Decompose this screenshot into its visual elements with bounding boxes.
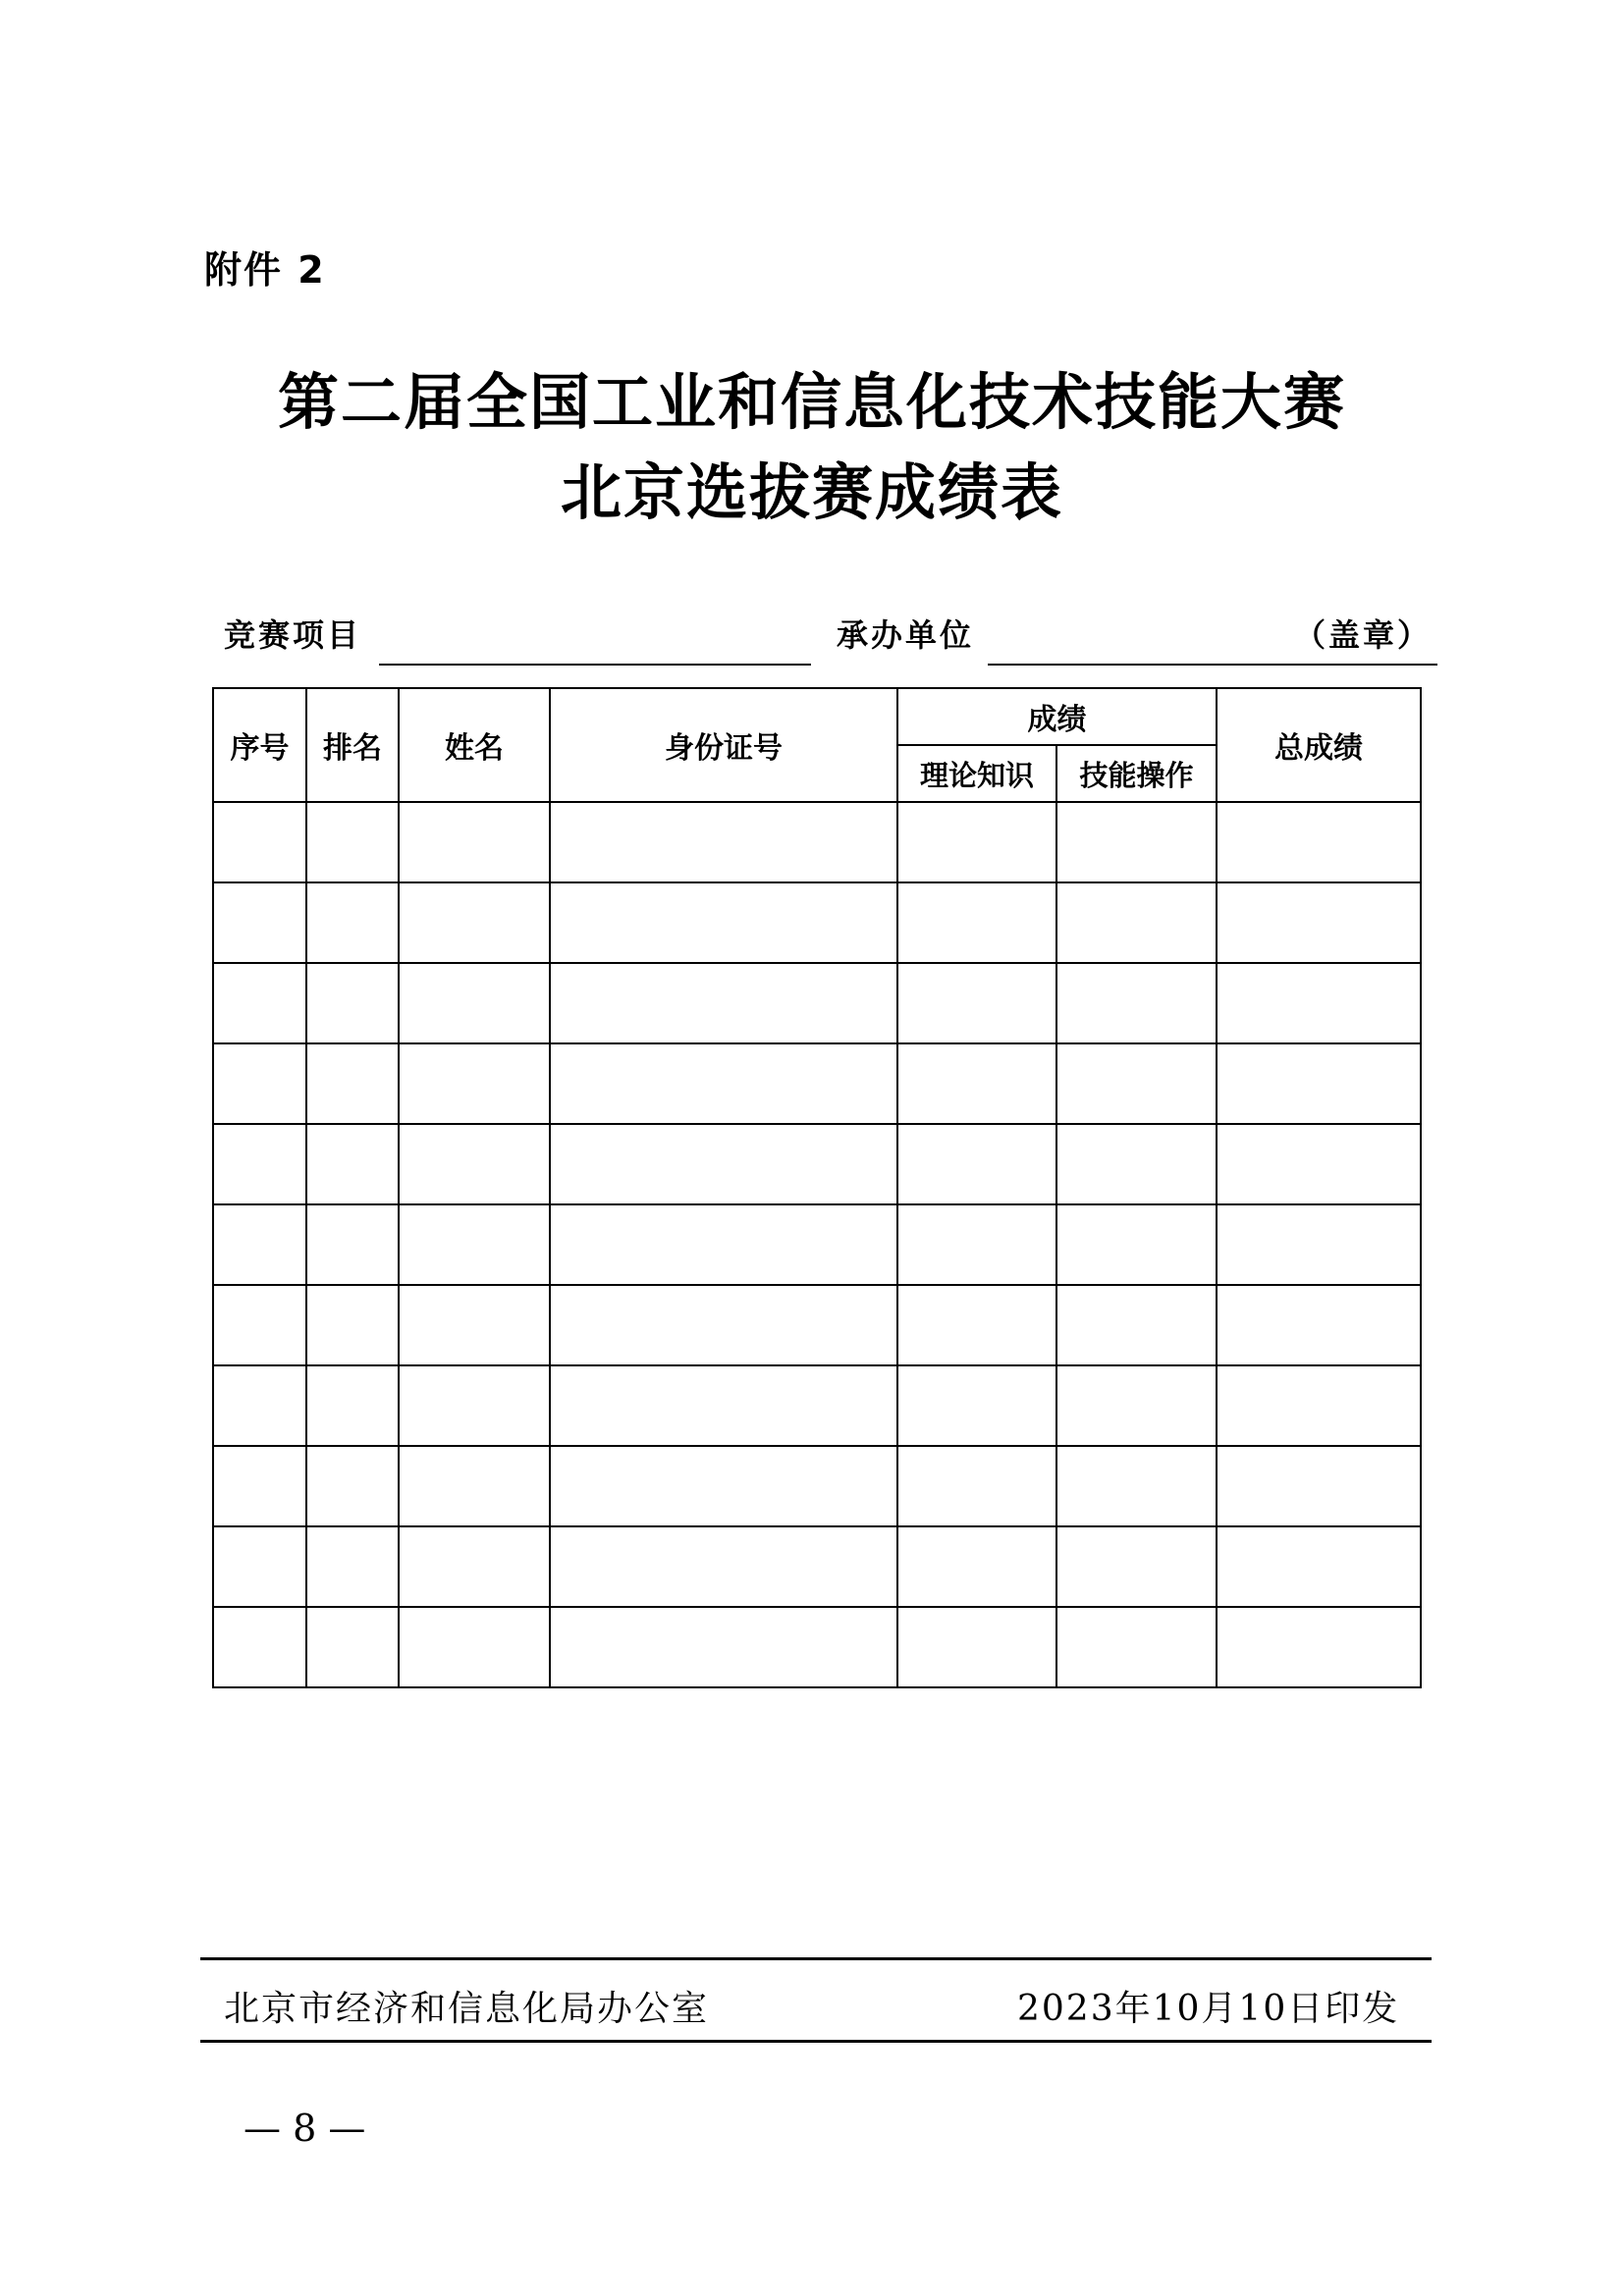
- serial-cell[interactable]: [213, 963, 306, 1043]
- skill-score-cell[interactable]: [1056, 1043, 1217, 1124]
- total-score-cell[interactable]: [1217, 963, 1421, 1043]
- id-number-cell[interactable]: [550, 882, 897, 963]
- table-row: [213, 1365, 1421, 1446]
- total-score-cell[interactable]: [1217, 1526, 1421, 1607]
- theory-score-cell[interactable]: [897, 1204, 1056, 1285]
- id-number-cell[interactable]: [550, 963, 897, 1043]
- competition-item-label: 竞赛项目: [224, 616, 362, 654]
- table-row: [213, 1204, 1421, 1285]
- table-row: [213, 1043, 1421, 1124]
- id-number-cell[interactable]: [550, 1526, 897, 1607]
- rank-cell[interactable]: [306, 963, 399, 1043]
- serial-cell[interactable]: [213, 1365, 306, 1446]
- rank-cell[interactable]: [306, 1446, 399, 1526]
- host-unit-field[interactable]: [988, 664, 1437, 666]
- total-score-cell[interactable]: [1217, 882, 1421, 963]
- theory-score-cell[interactable]: [897, 882, 1056, 963]
- serial-cell[interactable]: [213, 882, 306, 963]
- header-theory-knowledge: 理论知识: [897, 745, 1056, 802]
- id-number-cell[interactable]: [550, 1365, 897, 1446]
- table-row: [213, 1124, 1421, 1204]
- skill-score-cell[interactable]: [1056, 1607, 1217, 1687]
- total-score-cell[interactable]: [1217, 1204, 1421, 1285]
- footer-top-rule: [200, 1957, 1432, 1960]
- total-score-cell[interactable]: [1217, 1446, 1421, 1526]
- id-number-cell[interactable]: [550, 1124, 897, 1204]
- table-row: [213, 882, 1421, 963]
- header-serial-number: 序号: [213, 688, 306, 802]
- skill-score-cell[interactable]: [1056, 963, 1217, 1043]
- footer-issuer: 北京市经济和信息化局办公室: [224, 1989, 710, 2029]
- id-number-cell[interactable]: [550, 1607, 897, 1687]
- skill-score-cell[interactable]: [1056, 1526, 1217, 1607]
- table-row: [213, 1285, 1421, 1365]
- rank-cell[interactable]: [306, 1124, 399, 1204]
- skill-score-cell[interactable]: [1056, 1285, 1217, 1365]
- score-table-body: [213, 802, 1421, 1687]
- serial-cell[interactable]: [213, 1285, 306, 1365]
- serial-cell[interactable]: [213, 1607, 306, 1687]
- id-number-cell[interactable]: [550, 802, 897, 882]
- header-id-number: 身份证号: [550, 688, 897, 802]
- theory-score-cell[interactable]: [897, 1446, 1056, 1526]
- theory-score-cell[interactable]: [897, 963, 1056, 1043]
- id-number-cell[interactable]: [550, 1204, 897, 1285]
- rank-cell[interactable]: [306, 1204, 399, 1285]
- attachment-label: 附件 2: [204, 248, 326, 292]
- theory-score-cell[interactable]: [897, 1607, 1056, 1687]
- skill-score-cell[interactable]: [1056, 802, 1217, 882]
- rank-cell[interactable]: [306, 1043, 399, 1124]
- table-row: [213, 802, 1421, 882]
- document-title-line-1: 第二届全国工业和信息化技术技能大赛: [277, 366, 1346, 438]
- header-scores: 成绩: [897, 688, 1217, 745]
- rank-cell[interactable]: [306, 882, 399, 963]
- serial-cell[interactable]: [213, 1043, 306, 1124]
- name-cell[interactable]: [399, 963, 550, 1043]
- id-number-cell[interactable]: [550, 1043, 897, 1124]
- theory-score-cell[interactable]: [897, 1526, 1056, 1607]
- header-rank: 排名: [306, 688, 399, 802]
- name-cell[interactable]: [399, 1526, 550, 1607]
- skill-score-cell[interactable]: [1056, 1365, 1217, 1446]
- name-cell[interactable]: [399, 1446, 550, 1526]
- name-cell[interactable]: [399, 1285, 550, 1365]
- skill-score-cell[interactable]: [1056, 882, 1217, 963]
- rank-cell[interactable]: [306, 1365, 399, 1446]
- id-number-cell[interactable]: [550, 1446, 897, 1526]
- competition-item-field[interactable]: [379, 664, 811, 666]
- header-total-score: 总成绩: [1217, 688, 1421, 802]
- total-score-cell[interactable]: [1217, 1607, 1421, 1687]
- total-score-cell[interactable]: [1217, 802, 1421, 882]
- theory-score-cell[interactable]: [897, 1043, 1056, 1124]
- name-cell[interactable]: [399, 1043, 550, 1124]
- total-score-cell[interactable]: [1217, 1365, 1421, 1446]
- table-row: [213, 1607, 1421, 1687]
- name-cell[interactable]: [399, 1365, 550, 1446]
- rank-cell[interactable]: [306, 1526, 399, 1607]
- host-unit-label: 承办单位: [837, 616, 975, 654]
- name-cell[interactable]: [399, 1607, 550, 1687]
- name-cell[interactable]: [399, 1124, 550, 1204]
- serial-cell[interactable]: [213, 1446, 306, 1526]
- rank-cell[interactable]: [306, 802, 399, 882]
- theory-score-cell[interactable]: [897, 1124, 1056, 1204]
- name-cell[interactable]: [399, 802, 550, 882]
- table-row: [213, 963, 1421, 1043]
- skill-score-cell[interactable]: [1056, 1204, 1217, 1285]
- serial-cell[interactable]: [213, 1124, 306, 1204]
- footer-bottom-rule: [200, 2040, 1432, 2043]
- id-number-cell[interactable]: [550, 1285, 897, 1365]
- serial-cell[interactable]: [213, 1526, 306, 1607]
- table-row: [213, 1446, 1421, 1526]
- score-table: [212, 687, 1422, 1688]
- serial-cell[interactable]: [213, 1204, 306, 1285]
- theory-score-cell[interactable]: [897, 1285, 1056, 1365]
- table-row: [213, 1526, 1421, 1607]
- serial-cell[interactable]: [213, 802, 306, 882]
- header-name: 姓名: [399, 688, 550, 802]
- rank-cell[interactable]: [306, 1607, 399, 1687]
- theory-score-cell[interactable]: [897, 802, 1056, 882]
- page-number: — 8 —: [244, 2107, 366, 2150]
- total-score-cell[interactable]: [1217, 1124, 1421, 1204]
- name-cell[interactable]: [399, 1204, 550, 1285]
- total-score-cell[interactable]: [1217, 1043, 1421, 1124]
- skill-score-cell[interactable]: [1056, 1124, 1217, 1204]
- skill-score-cell[interactable]: [1056, 1446, 1217, 1526]
- theory-score-cell[interactable]: [897, 1365, 1056, 1446]
- rank-cell[interactable]: [306, 1285, 399, 1365]
- name-cell[interactable]: [399, 882, 550, 963]
- total-score-cell[interactable]: [1217, 1285, 1421, 1365]
- footer-issue-date: 2023年10月10日印发: [1017, 1989, 1400, 2029]
- header-skill-operation: 技能操作: [1056, 745, 1217, 802]
- seal-label: （盖章）: [1294, 616, 1433, 654]
- document-title-line-2: 北京选拔赛成绩表: [560, 456, 1063, 528]
